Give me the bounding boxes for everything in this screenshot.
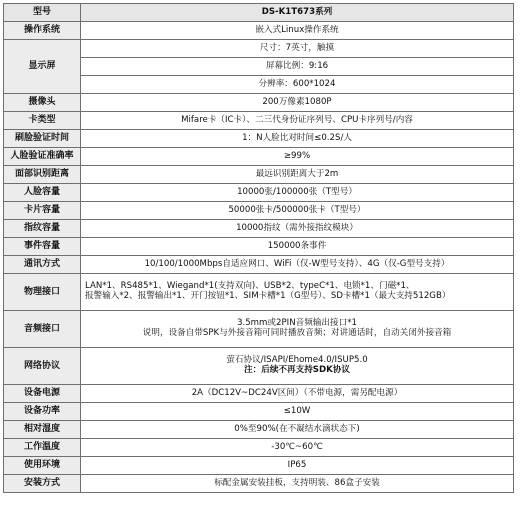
table-row [4, 256, 514, 274]
table-row [4, 238, 514, 256]
row-value: -30℃~60℃ [81, 439, 514, 457]
row-value: IP65 [81, 457, 514, 475]
row-label: 摄像头 [4, 94, 81, 112]
row-value: 10000张/100000张（T型号） [81, 184, 514, 202]
row-label: 面部识别距离 [4, 166, 81, 184]
row-value: 分辨率：600*1024 [81, 76, 514, 94]
row-label: 网络协议 [4, 348, 81, 385]
row-label: 刷脸验证时间 [4, 130, 81, 148]
row-label: 显示屏 [4, 40, 81, 94]
table-row [4, 22, 514, 40]
row-value: Mifare卡（IC卡）、二三代身份证序列号、CPU卡序列号/内容 [81, 112, 514, 130]
row-value-line: LAN*1、RS485*1、Wiegand*1(支持双向)、USB*2、typeC*1、电锁*1、门磁*1、 [85, 281, 415, 292]
table-row [4, 58, 514, 76]
row-label: 相对湿度 [4, 421, 81, 439]
row-value: 尺寸：7英寸，触摸 [81, 40, 514, 58]
row-label: 人脸验证准确率 [4, 148, 81, 166]
row-label: 操作系统 [4, 22, 81, 40]
row-label: 指纹容量 [4, 220, 81, 238]
row-label: 设备电源 [4, 385, 81, 403]
row-value: ≥99% [81, 148, 514, 166]
row-value: 屏幕比例：9:16 [81, 58, 514, 76]
row-label: 人脸容量 [4, 184, 81, 202]
row-label: 设备功率 [4, 403, 81, 421]
table-row [4, 112, 514, 130]
table-row [4, 166, 514, 184]
row-value: 50000张卡/500000张卡（T型号） [81, 202, 514, 220]
table-row [4, 274, 514, 311]
table-row [4, 76, 514, 94]
row-label: 工作温度 [4, 439, 81, 457]
table-row [4, 4, 514, 22]
row-value-line: 说明，设备自带SPK与外接音箱可同时播放音频；对讲通话时，自动关闭外接音箱 [142, 328, 452, 338]
row-value-line: 注：后续不再支持SDK协议 [244, 365, 350, 375]
row-value-line: 报警输入*2、报警输出*1、开门按钮*1、SIM卡槽*1（G型号）、SD卡槽*1（最大支持512GB） [85, 291, 451, 301]
table-row [4, 439, 514, 457]
row-label: 安装方式 [4, 475, 81, 493]
row-value: 嵌入式Linux操作系统 [81, 22, 514, 40]
row-value: 0%至90%(在不凝结水滴状态下) [81, 421, 514, 439]
table-row [4, 94, 514, 112]
row-value: 10000指纹（需外接指纹模块） [81, 220, 514, 238]
row-value-line: 萤石协议/ISAPI/Ehome4.0/ISUP5.0 [226, 355, 368, 366]
row-label: 物理接口 [4, 274, 81, 311]
row-value [81, 274, 514, 311]
table-row [4, 130, 514, 148]
table-row [4, 40, 514, 58]
row-value [81, 348, 514, 385]
table-row [4, 184, 514, 202]
row-value-line: 3.5mm或2PIN音频输出接口*1 [237, 318, 357, 329]
table-row [4, 220, 514, 238]
row-label: 型号 [4, 4, 81, 22]
row-value: 最远识别距离大于2m [81, 166, 514, 184]
row-label: 事件容量 [4, 238, 81, 256]
row-value: 1：N人脸比对时间≤0.2S/人 [81, 130, 514, 148]
row-value: DS-K1T673系列 [81, 4, 514, 22]
row-label: 卡类型 [4, 112, 81, 130]
spec-table [3, 3, 514, 493]
row-label: 音频接口 [4, 311, 81, 348]
row-value: 标配金属安装挂板，支持明装、86盒子安装 [81, 475, 514, 493]
table-row [4, 348, 514, 385]
table-row [4, 202, 514, 220]
row-value: ≤10W [81, 403, 514, 421]
row-label: 通讯方式 [4, 256, 81, 274]
row-value: 10/100/1000Mbps自适应网口、WiFi（仅-W型号支持）、4G（仅-G型号支持） [81, 256, 514, 274]
table-row [4, 475, 514, 493]
table-row [4, 311, 514, 348]
row-value [81, 311, 514, 348]
table-row [4, 385, 514, 403]
row-value: 150000条事件 [81, 238, 514, 256]
table-row [4, 148, 514, 166]
row-value: 200万像素1080P [81, 94, 514, 112]
row-label: 使用环境 [4, 457, 81, 475]
row-value: 2A（DC12V~DC24V区间）（不带电源，需另配电源） [81, 385, 514, 403]
table-row [4, 457, 514, 475]
table-row [4, 403, 514, 421]
row-label: 卡片容量 [4, 202, 81, 220]
table-row [4, 421, 514, 439]
